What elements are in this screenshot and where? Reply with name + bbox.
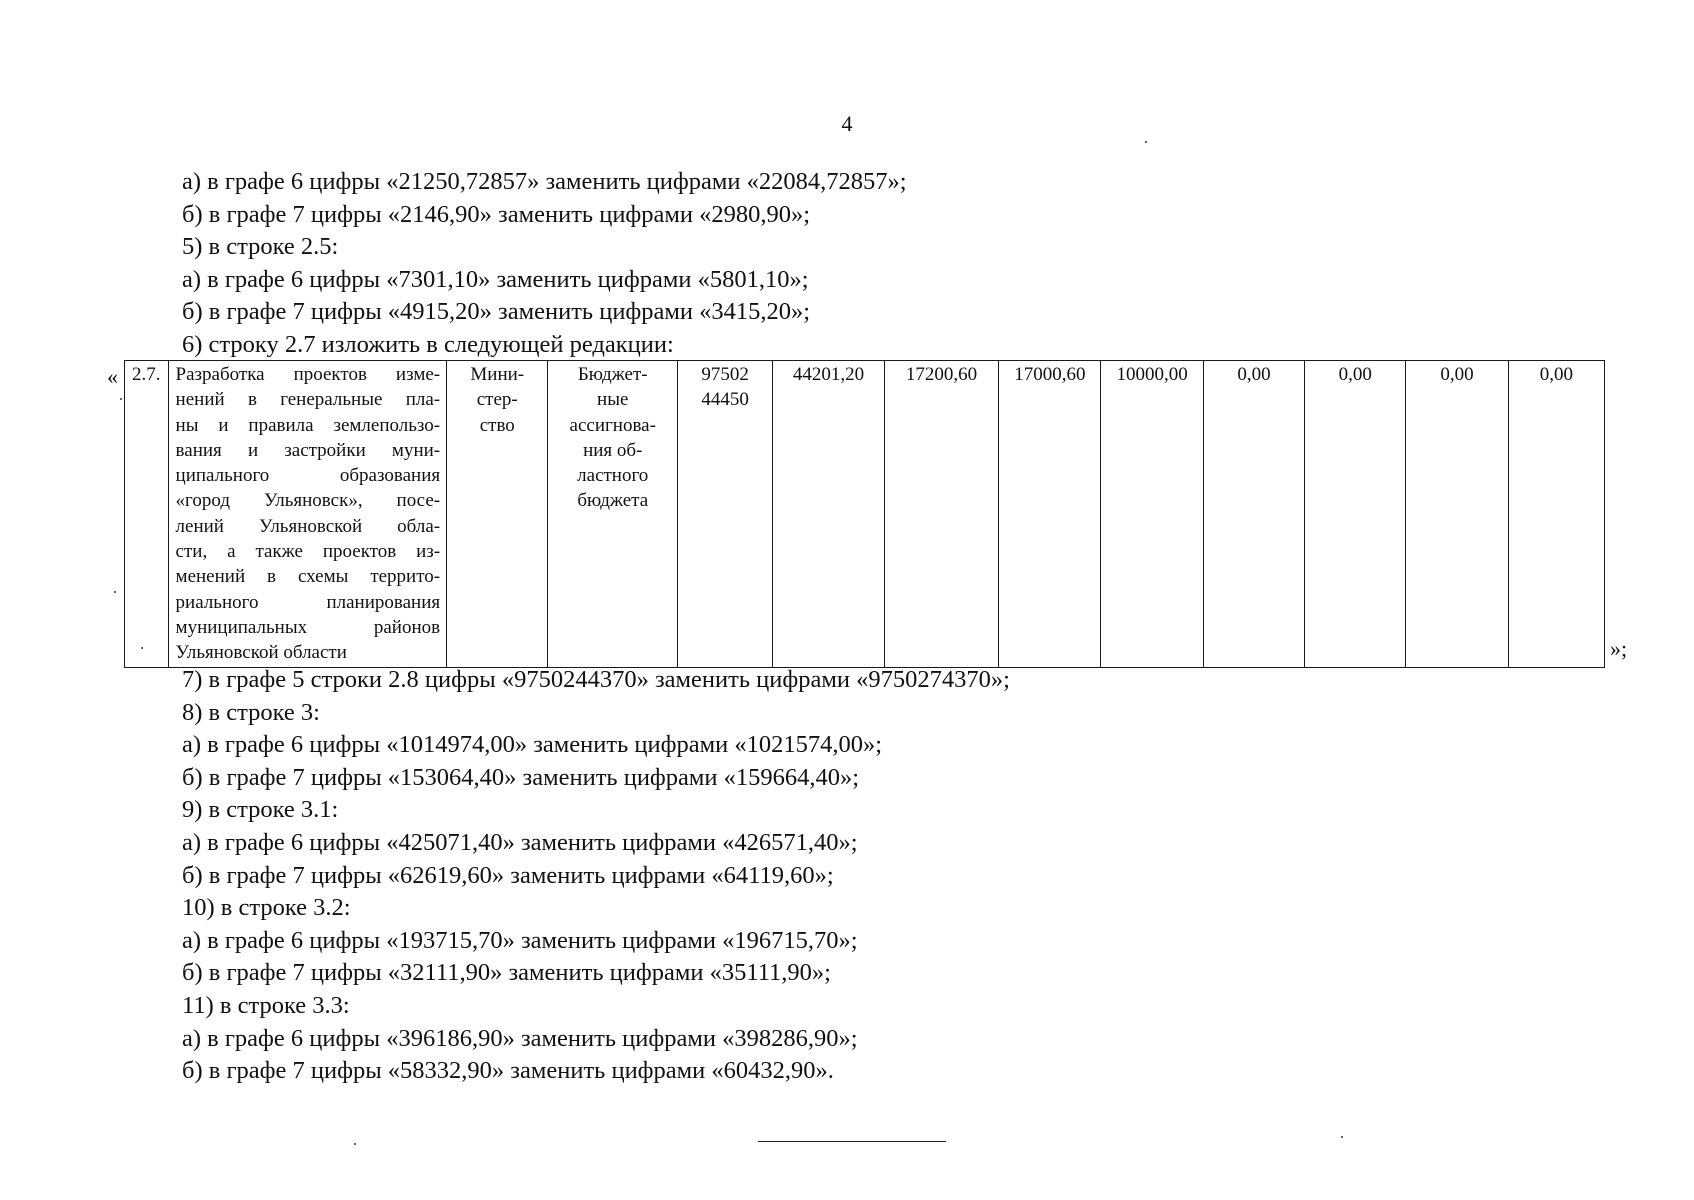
value-cell: 10000,00 xyxy=(1101,361,1203,668)
opening-quote: « xyxy=(107,364,118,389)
description-line: сти, а также проектов из- xyxy=(175,541,441,563)
scan-speck xyxy=(1341,1136,1343,1138)
row-number-cell: 2.7. xyxy=(125,361,169,668)
amendment-line: 11) в строке 3.3: xyxy=(182,991,350,1019)
funding-source-line: ассигнова- xyxy=(569,414,656,436)
description-line: Разработка проектов изме- xyxy=(175,364,441,385)
funding-source-line: Бюджет- xyxy=(577,364,648,385)
amendment-line: б) в графе 7 цифры «58332,90» заменить цифрами «60432,90». xyxy=(182,1057,834,1085)
description-line: «город Ульяновск», посе- xyxy=(175,490,441,512)
amendment-line: б) в графе 7 цифры «4915,20» заменить цифрами «3415,20»; xyxy=(182,298,811,326)
funding-source-line: бюджета xyxy=(577,490,649,512)
amendment-line: 7) в графе 5 строки 2.8 цифры «9750244370» заменить цифрами «9750274370»; xyxy=(182,666,1010,693)
amendment-list-after xyxy=(182,664,1582,1088)
funding-source-cell xyxy=(548,361,678,668)
closing-quote: »; xyxy=(1610,636,1628,661)
description-line: лений Ульяновской обла- xyxy=(175,515,441,537)
amendment-line: а) в графе 6 цифры «396186,90» заменить цифрами «398286,90»; xyxy=(182,1024,858,1052)
scan-speck xyxy=(120,398,122,400)
description-line: вания и застройки муни- xyxy=(175,439,441,461)
value-cell: 17200,60 xyxy=(884,361,998,668)
funding-source-line: ния об- xyxy=(583,439,643,461)
description-line: риального планирования xyxy=(175,591,441,613)
amendment-line: б) в графе 7 цифры «2146,90» заменить цифрами «2980,90»; xyxy=(182,200,811,228)
description-line: нений в генеральные пла- xyxy=(175,389,441,411)
executor-line: стер- xyxy=(476,389,518,411)
value-cell: 0,00 xyxy=(1305,361,1406,668)
amendment-line: а) в графе 6 цифры «425071,40» заменить цифрами «426571,40»; xyxy=(182,828,858,856)
value-cell-total: 44201,20 xyxy=(773,361,884,668)
value-cell: 0,00 xyxy=(1203,361,1304,668)
funding-source-line: ные xyxy=(597,389,629,411)
amendment-line: 5) в строке 2.5: xyxy=(182,233,339,261)
executor-line: ство xyxy=(479,414,515,436)
amendment-line: б) в графе 7 цифры «153064,40» заменить цифрами «159664,40»; xyxy=(182,763,860,791)
amendment-line: 8) в строке 3: xyxy=(182,698,320,726)
amendment-line: 10) в строке 3.2: xyxy=(182,894,351,922)
amendment-line: 6) строку 2.7 изложить в следующей редакции: xyxy=(182,330,674,358)
scan-speck xyxy=(354,1143,356,1145)
executor-line: Мини- xyxy=(470,364,525,385)
amendment-line: а) в графе 6 цифры «193715,70» заменить цифрами «196715,70»; xyxy=(182,926,858,954)
funding-source-line: ластного xyxy=(577,465,649,487)
description-line: менений в схемы террито- xyxy=(175,566,441,588)
scan-speck xyxy=(1145,141,1147,143)
page-number: 4 xyxy=(841,111,853,136)
amendment-line: а) в графе 6 цифры «7301,10» заменить цифрами «5801,10»; xyxy=(182,265,809,293)
value-cell: 17000,60 xyxy=(999,361,1101,668)
amendment-line: 9) в строке 3.1: xyxy=(182,796,339,824)
value-cell: 0,00 xyxy=(1406,361,1508,668)
scan-speck xyxy=(114,591,116,593)
description-line: Ульяновской области xyxy=(175,642,347,664)
table-row xyxy=(125,361,1605,668)
amendment-line: б) в графе 7 цифры «62619,60» заменить цифрами «64119,60»; xyxy=(182,861,834,889)
value-cell: 0,00 xyxy=(1508,361,1604,668)
executor-cell xyxy=(447,361,548,668)
description-line: муниципальных районов xyxy=(175,616,441,638)
amendment-line: б) в графе 7 цифры «32111,90» заменить цифрами «35111,90»; xyxy=(182,959,831,987)
amendment-list-before xyxy=(182,166,1582,362)
replacement-row-table xyxy=(124,360,1605,668)
budget-code-cell xyxy=(678,361,773,668)
budget-code-line: 97502 xyxy=(701,364,749,385)
description-line: ны и правила землепользо- xyxy=(175,414,441,436)
description-line: ципального образования xyxy=(175,465,441,487)
amendment-line: а) в графе 6 цифры «21250,72857» заменить цифрами «22084,72857»; xyxy=(182,168,907,195)
description-cell xyxy=(168,361,447,668)
scan-speck xyxy=(141,647,143,649)
footer-divider xyxy=(758,1141,946,1142)
budget-code-line: 44450 xyxy=(701,389,749,411)
amendment-line: а) в графе 6 цифры «1014974,00» заменить цифрами «1021574,00»; xyxy=(182,731,883,759)
